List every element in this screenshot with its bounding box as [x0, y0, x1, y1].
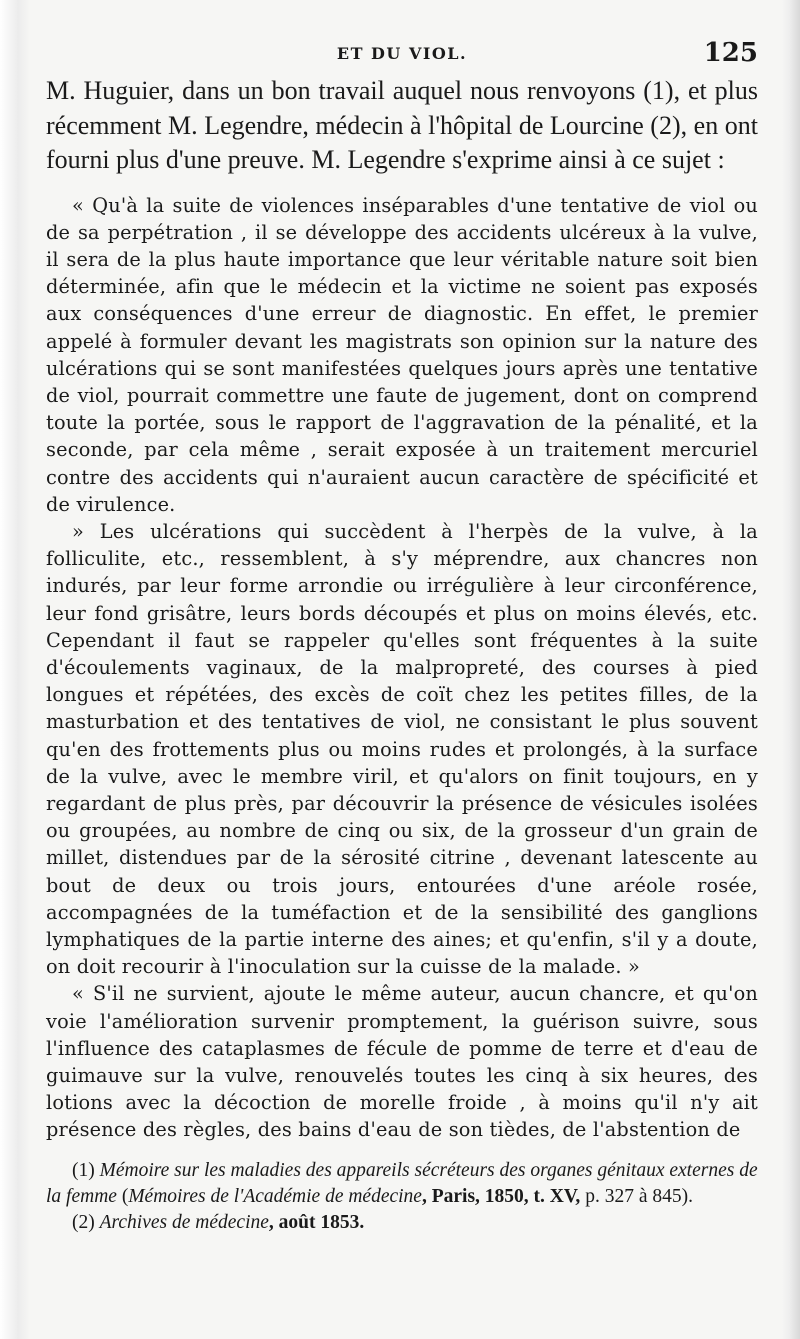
running-title: ET DU VIOL.: [336, 44, 468, 63]
quote-paragraph-3: « S'il ne survient, ajoute le même auteur, aucun chancre, et qu'on voie l'amélioration survenir promptement, la guérison suivre, sous l'influence des cataplasmes de fécule de pomme de terre et d'eau de guimauve sur la vulve, renouvelés toutes les cinq à six heures, des lotions avec la décoction de morelle froide , à moins qu'il n'y ait présence des règles, des bains d'eau de son tièdes, de l'abstention de: [46, 982, 758, 1142]
footnote-1-mark: (1): [72, 1159, 95, 1181]
footnotes: [46, 1158, 758, 1236]
footnote-1-pages: p. 327 à 845).: [580, 1185, 693, 1207]
running-head: [46, 34, 758, 74]
footnote-2: [46, 1210, 758, 1236]
page-number: 125: [703, 38, 758, 68]
intro-paragraph: M. Huguier, dans un bon travail auquel nous renvoyons (1), et plus récemment M. Legendre, médecin à l'hôpital de Lourcine (2), en ont fourni plus d'une preuve. M. Legendre s'exprime ainsi à ce sujet :: [46, 76, 758, 174]
quote-paragraph-2: » Les ulcérations qui succèdent à l'herpès de la vulve, à la folliculite, etc., ressemblent, à s'y méprendre, aux chancres non indurés, par leur forme arrondie ou irrégulière à leur circonférence, leur fond grisâtre, leurs bords découpés et plus on moins élevés, etc. Cependant il faut se rappeler qu'elles sont fréquentes à la suite d'écoulements vaginaux, de la malpropreté, des courses à pied longues et répétées, des excès de coït chez les petites filles, de la masturbation et des tentatives de viol, ne consistant le plus souvent qu'en des frottements plus ou moins rudes et prolongés, à la surface de la vulve, avec le membre viril, et qu'alors on finit toujours, en y regardant de plus près, par découvrir la présence de vésicules isolées ou groupées, au nombre de cinq ou six, de la grosseur d'un grain de millet, distendues par de la sérosité citrine , devenant latescente au bout de deux ou trois jours, entourées d'une aréole rosée, accompagnées de la tuméfaction et de la sensibilité des ganglions lymphatiques de la partie interne des aines; et qu'enfin, s'il y a doute, on doit recourir à l'inoculation sur la cuisse de la malade. »: [46, 519, 758, 979]
footnote-1-title: Mémoire sur les maladies des appareils sécréteurs des organes génitaux externes de la femme: [46, 1159, 758, 1207]
page-content: [46, 34, 758, 1236]
scan-edge-right: [782, 0, 800, 1339]
quote-paragraph-1: « Qu'à la suite de violences inséparables d'une tentative de viol ou de sa perpétration , il se développe des accidents ulcéreux à la vulve, il sera de la plus haute importance que leur véritable nature soit bien déterminée, afin que le médecin et la victime ne soient pas exposés aux conséquences d'une erreur de diagnostic. En effet, le premier appelé à formuler devant les magistrats son opinion sur la nature des ulcérations qui se sont manifestées quelques jours après une tentative de viol, pourrait commettre une faute de jugement, dont on comprend toute la portée, sous le rapport de l'aggravation de la pénalité, et la seconde, par cela même , serait exposée à un traitement mercuriel contre des accidents qui n'auraient aucun caractère de spécificité et de virulence.: [46, 193, 758, 516]
footnote-2-journal: Archives de médecine: [99, 1211, 269, 1233]
footnote-1-place: , Paris, 1850, t. XV,: [421, 1185, 581, 1207]
footnote-2-mark: (2): [72, 1211, 95, 1233]
footnote-2-date: , août 1853.: [268, 1211, 365, 1233]
footnote-1: [46, 1158, 758, 1210]
footnote-1-paren: (: [116, 1185, 129, 1207]
footnote-1-journal: Mémoires de l'Académie de médecine: [128, 1185, 422, 1207]
scan-edge-left: [0, 0, 30, 1339]
